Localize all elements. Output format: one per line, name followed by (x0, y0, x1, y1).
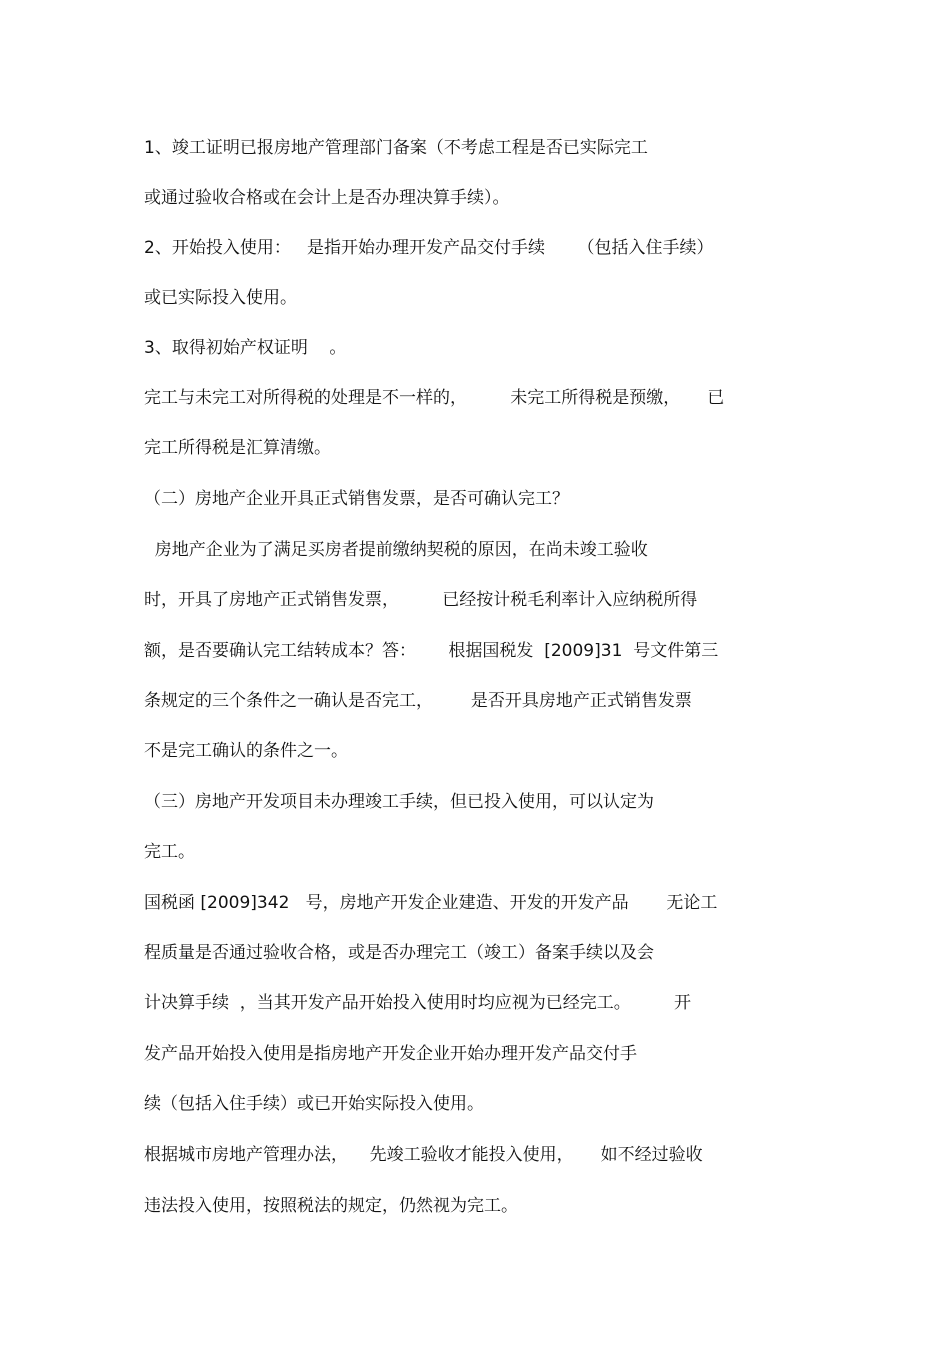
section-heading-3: （三）房地产开发项目未办理竣工手续，但已投入使用，可以认定为 (144, 792, 654, 812)
text-line-7: 完工所得税是汇算清缴。 (144, 438, 331, 458)
text-line-3: 2、开始投入使用： 是指开始办理开发产品交付手续 （包括入住手续） (144, 238, 714, 258)
text-line-6: 完工与未完工对所得税的处理是不一样的， 未完工所得税是预缴， 已 (144, 388, 725, 408)
text-line-9: 房地产企业为了满足买房者提前缴纳契税的原因，在尚未竣工验收 (144, 540, 648, 560)
text-line-22: 违法投入使用，按照税法的规定，仍然视为完工。 (144, 1196, 518, 1216)
text-line-1: 1、竣工证明已报房地产管理部门备案（不考虑工程是否已实际完工 (144, 138, 648, 158)
text-line-11: 额，是否要确认完工结转成本？答： 根据国税发 [2009]31 号文件第三 (144, 641, 719, 661)
text-line-12: 条规定的三个条件之一确认是否完工， 是否开具房地产正式销售发票 (144, 691, 692, 711)
text-line-20: 续（包括入住手续）或已开始实际投入使用。 (144, 1094, 484, 1114)
section-heading-2: （二）房地产企业开具正式销售发票，是否可确认完工？ (144, 489, 569, 509)
text-line-17: 程质量是否通过验收合格，或是否办理完工（竣工）备案手续以及会 (144, 943, 654, 963)
text-line-19: 发产品开始投入使用是指房地产开发企业开始办理开发产品交付手 (144, 1044, 637, 1064)
text-line-5: 3、取得初始产权证明 。 (144, 338, 347, 358)
text-line-4: 或已实际投入使用。 (144, 288, 297, 308)
text-line-21: 根据城市房地产管理办法， 先竣工验收才能投入使用， 如不经过验收 (144, 1145, 703, 1165)
text-line-15: 完工。 (144, 842, 195, 862)
text-line-2: 或通过验收合格或在会计上是否办理决算手续）。 (144, 188, 510, 208)
text-line-16: 国税函 [2009]342 号，房地产开发企业建造、开发的开发产品 无论工 (144, 893, 718, 913)
text-line-13: 不是完工确认的条件之一。 (144, 741, 348, 761)
text-line-10: 时，开具了房地产正式销售发票， 已经按计税毛利率计入应纳税所得 (144, 590, 698, 610)
text-line-18: 计决算手续 ，当其开发产品开始投入使用时均应视为已经完工。 开 (144, 993, 692, 1013)
